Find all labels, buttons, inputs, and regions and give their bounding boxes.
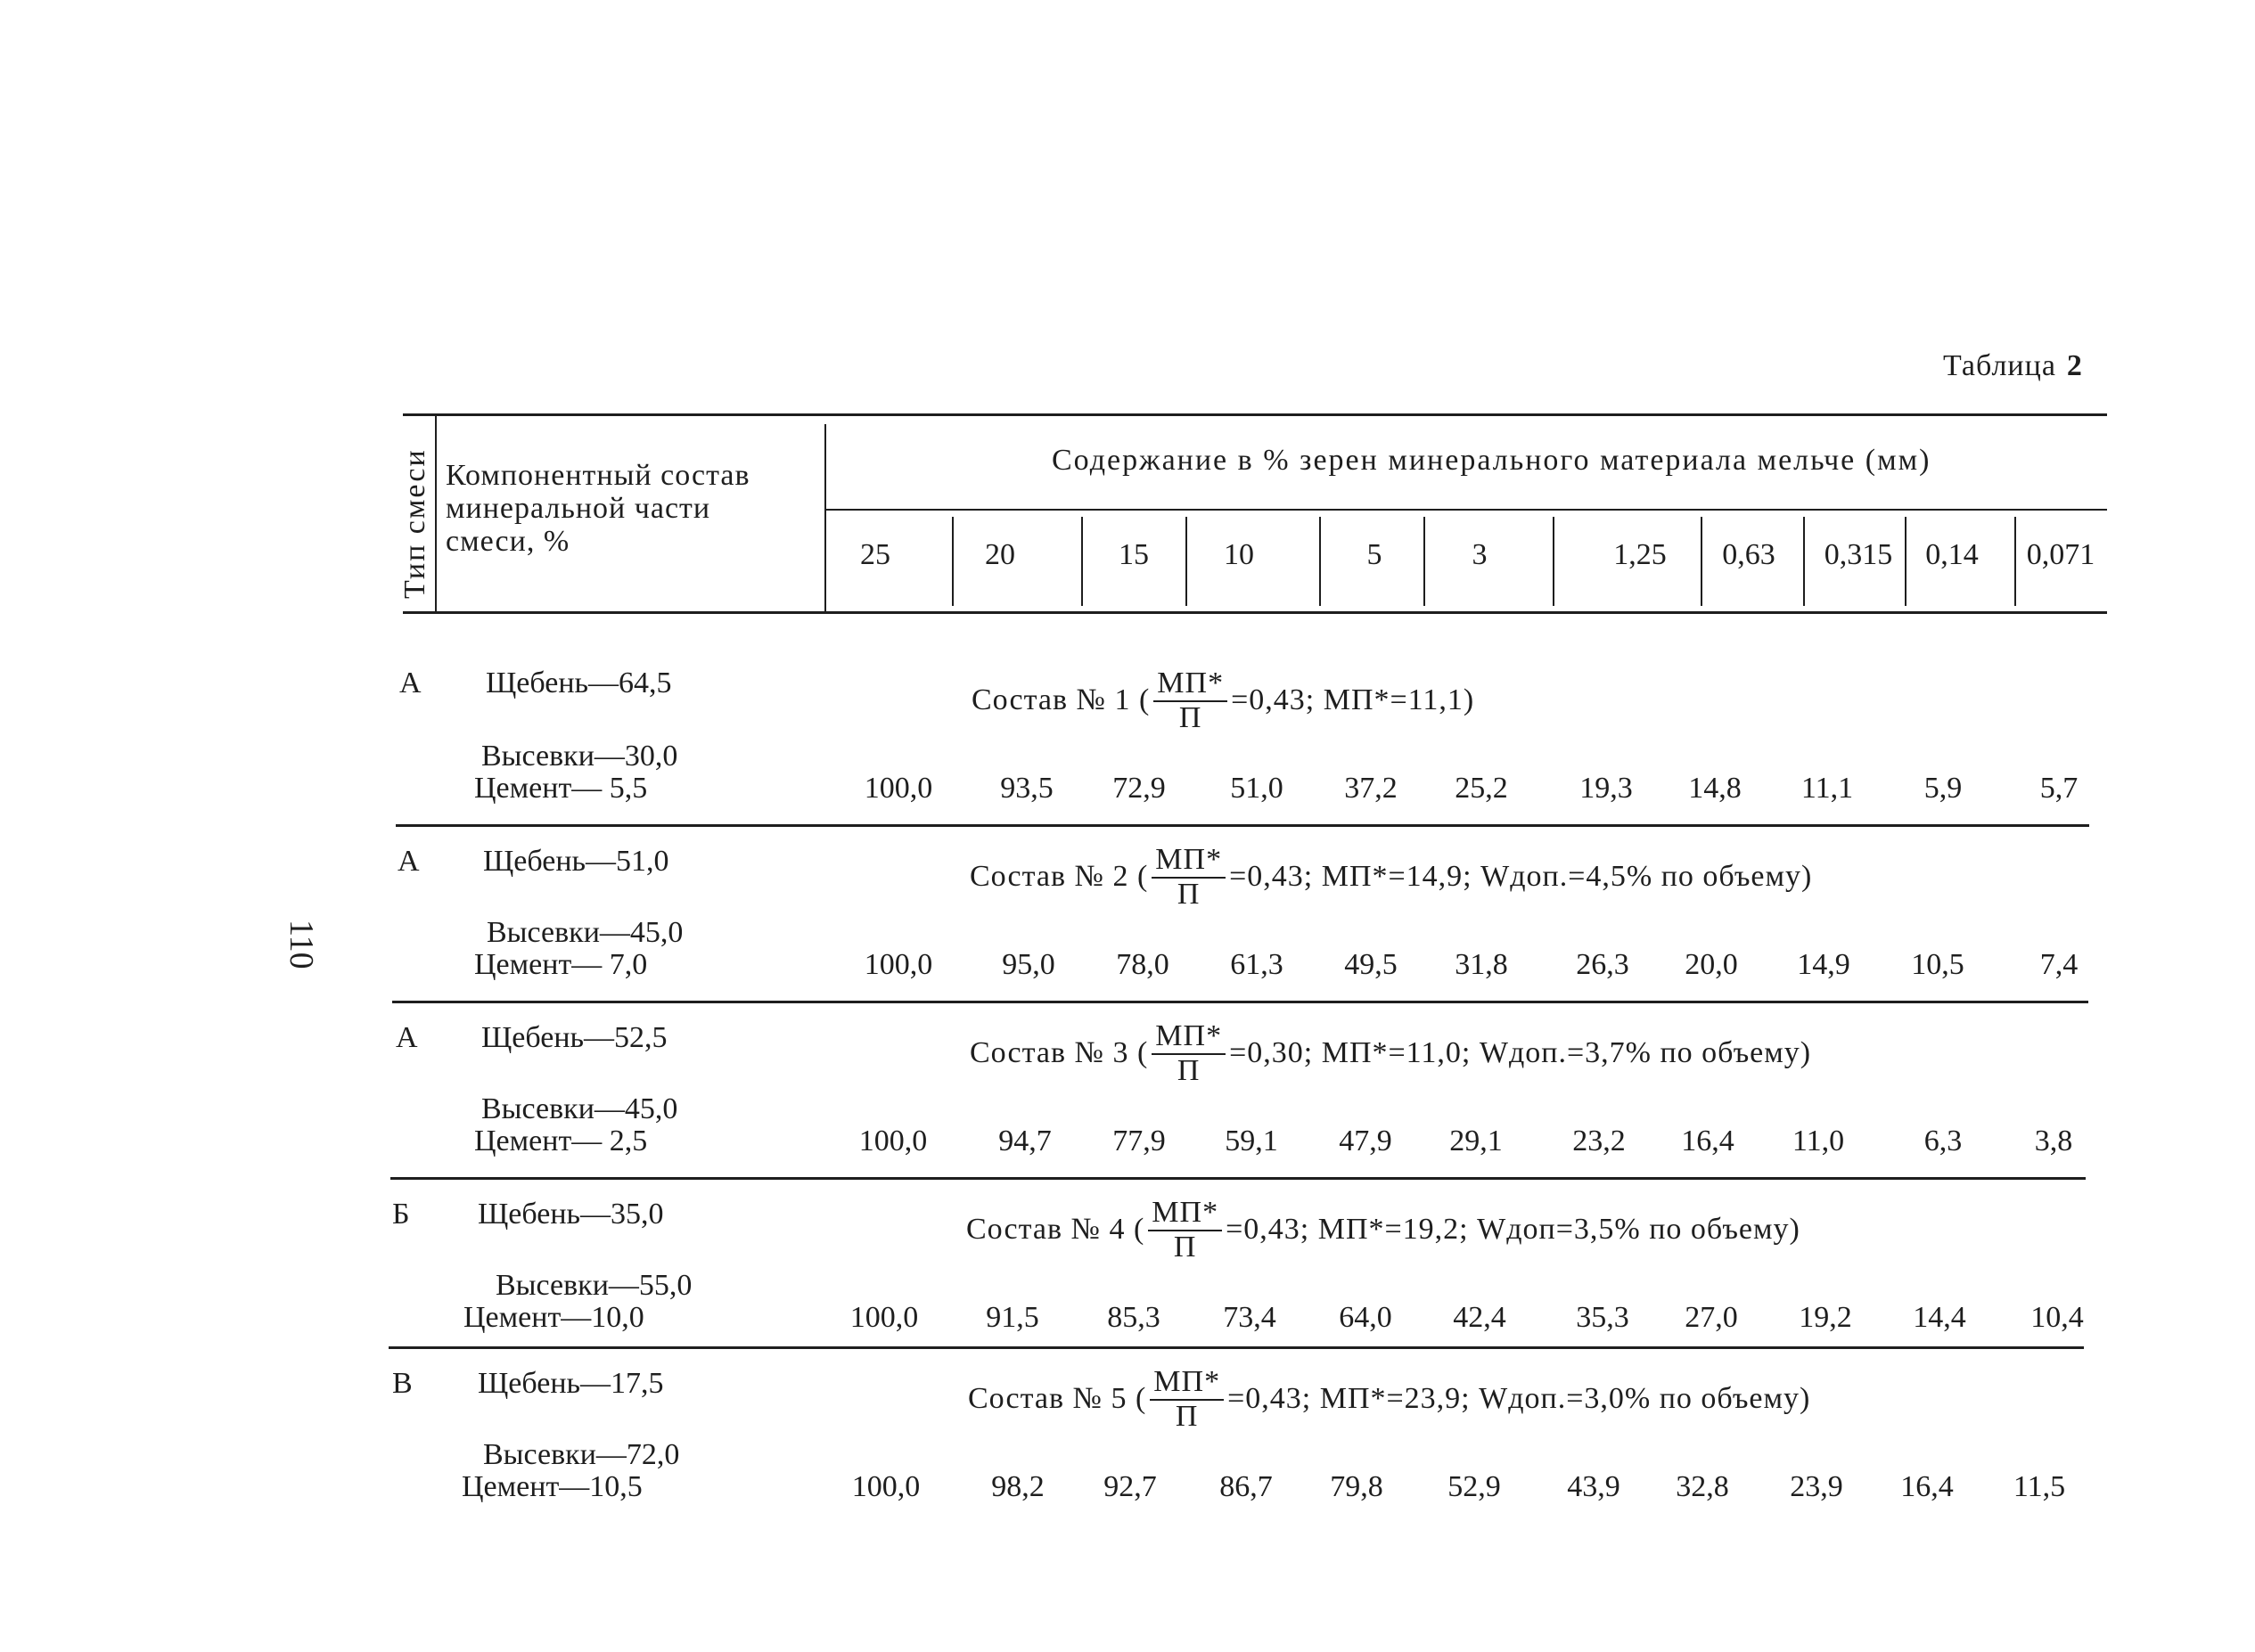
- row-mix-type: А: [399, 667, 422, 699]
- value-cell: 23,2: [1572, 1125, 1626, 1157]
- size-separator: [1081, 517, 1083, 606]
- row-cement: Цемент— 2,5: [474, 1125, 648, 1157]
- formula-denominator: П: [1177, 878, 1201, 911]
- value-cell: 100,0: [864, 948, 933, 981]
- value-cell: 42,4: [1453, 1301, 1506, 1334]
- formula-fraction: [1148, 1196, 1222, 1264]
- value-cell: 10,5: [1911, 948, 1964, 981]
- row-screenings: Высевки—45,0: [487, 916, 684, 949]
- header-mid-rule: [824, 509, 2107, 511]
- value-cell: 29,1: [1449, 1125, 1503, 1157]
- size-header: 25: [860, 538, 890, 571]
- row-cement: Цемент— 5,5: [474, 772, 648, 805]
- size-separator: [1319, 517, 1321, 606]
- header-separator: [824, 424, 826, 611]
- table-caption: [1943, 349, 2083, 383]
- size-separator: [1553, 517, 1554, 606]
- value-cell: 92,7: [1103, 1470, 1157, 1503]
- row-rubble: Щебень—51,0: [483, 845, 669, 878]
- size-header: 0,315: [1824, 538, 1893, 571]
- header-composition-line: Компонентный состав: [446, 459, 750, 492]
- value-cell: 32,8: [1676, 1470, 1729, 1503]
- value-cell: 11,1: [1800, 772, 1854, 805]
- formula-prefix: Состав № 5 (: [968, 1382, 1147, 1415]
- row-rubble: Щебень—52,5: [481, 1021, 668, 1054]
- header-composition-line: смеси, %: [446, 525, 570, 558]
- formula-fraction: [1153, 667, 1227, 734]
- value-cell: 14,4: [1913, 1301, 1966, 1334]
- value-cell: 100,0: [864, 772, 933, 805]
- size-header: 0,14: [1925, 538, 1979, 571]
- size-header: 10: [1224, 538, 1254, 571]
- value-cell: 72,9: [1112, 772, 1166, 805]
- formula-prefix: Состав № 2 (: [970, 860, 1149, 893]
- size-separator: [1701, 517, 1702, 606]
- value-cell: 31,8: [1455, 948, 1508, 981]
- value-cell: 19,2: [1799, 1301, 1852, 1334]
- formula-numerator: МП*: [1152, 843, 1226, 879]
- value-cell: 59,1: [1225, 1125, 1278, 1157]
- row-screenings: Высевки—72,0: [483, 1438, 680, 1471]
- formula-fraction: [1150, 1365, 1224, 1433]
- value-cell: 37,2: [1344, 772, 1398, 805]
- formula-denominator: П: [1177, 1054, 1201, 1087]
- row-rule: [396, 824, 2089, 827]
- size-separator: [1185, 517, 1187, 606]
- value-cell: 78,0: [1116, 948, 1169, 981]
- header-bottom-rule: [403, 611, 2107, 614]
- row-mix-type: Б: [392, 1198, 410, 1231]
- value-cell: 100,0: [858, 1125, 928, 1157]
- size-separator: [1803, 517, 1805, 606]
- value-cell: 26,3: [1576, 948, 1629, 981]
- value-cell: 25,2: [1455, 772, 1508, 805]
- size-header: 1,25: [1613, 538, 1667, 571]
- value-cell: 100,0: [849, 1301, 919, 1334]
- row-formula: [970, 843, 1812, 911]
- value-cell: 23,9: [1790, 1470, 1843, 1503]
- value-cell: 3,8: [2034, 1125, 2073, 1157]
- row-rule: [389, 1346, 2084, 1349]
- row-rubble: Щебень—17,5: [478, 1367, 664, 1400]
- row-cement: Цемент—10,0: [463, 1301, 644, 1334]
- formula-fraction: [1152, 843, 1226, 911]
- header-composition: [446, 459, 750, 558]
- value-cell: 73,4: [1223, 1301, 1276, 1334]
- size-separator: [952, 517, 954, 606]
- formula-rest: =0,30; МП*=11,0; Wдоп.=3,7% по объему): [1229, 1036, 1812, 1069]
- value-cell: 27,0: [1685, 1301, 1738, 1334]
- value-cell: 61,3: [1230, 948, 1283, 981]
- value-cell: 100,0: [851, 1470, 921, 1503]
- header-composition-line: минеральной части: [446, 492, 711, 525]
- formula-denominator: П: [1175, 1400, 1199, 1433]
- formula-prefix: Состав № 1 (: [972, 683, 1151, 716]
- row-formula: [966, 1196, 1800, 1264]
- formula-prefix: Состав № 3 (: [970, 1036, 1149, 1069]
- formula-numerator: МП*: [1150, 1365, 1224, 1401]
- formula-numerator: МП*: [1148, 1196, 1222, 1231]
- row-screenings: Высевки—30,0: [481, 740, 678, 773]
- header-top-rule: [403, 413, 2107, 416]
- value-cell: 52,9: [1447, 1470, 1501, 1503]
- value-cell: 47,9: [1339, 1125, 1392, 1157]
- value-cell: 20,0: [1685, 948, 1738, 981]
- value-cell: 14,9: [1797, 948, 1850, 981]
- value-cell: 79,8: [1330, 1470, 1383, 1503]
- value-cell: 35,3: [1576, 1301, 1629, 1334]
- size-separator: [1423, 517, 1425, 606]
- row-rule: [392, 1001, 2088, 1003]
- table-caption-label: Таблица: [1943, 349, 2056, 382]
- size-header: 3: [1472, 538, 1488, 571]
- row-mix-type: А: [398, 845, 420, 878]
- formula-denominator: П: [1173, 1231, 1197, 1264]
- formula-numerator: МП*: [1152, 1019, 1226, 1055]
- value-cell: 85,3: [1107, 1301, 1160, 1334]
- row-screenings: Высевки—45,0: [481, 1092, 678, 1125]
- row-cement: Цемент—10,5: [462, 1470, 643, 1503]
- formula-fraction: [1152, 1019, 1226, 1087]
- value-cell: 49,5: [1344, 948, 1398, 981]
- formula-rest: =0,43; МП*=23,9; Wдоп.=3,0% по объему): [1227, 1382, 1811, 1415]
- row-screenings: Высевки—55,0: [496, 1269, 693, 1302]
- value-cell: 51,0: [1230, 772, 1283, 805]
- header-content: Содержание в % зерен минерального материала мельче (мм): [1052, 444, 1931, 477]
- page-number: 110: [283, 920, 320, 969]
- formula-prefix: Состав № 4 (: [966, 1213, 1145, 1246]
- value-cell: 5,7: [2039, 772, 2079, 805]
- row-rubble: Щебень—64,5: [486, 667, 672, 699]
- value-cell: 14,8: [1688, 772, 1742, 805]
- value-cell: 95,0: [1002, 948, 1055, 981]
- formula-rest: =0,43; МП*=11,1): [1231, 683, 1475, 716]
- row-formula: [968, 1365, 1810, 1433]
- formula-rest: =0,43; МП*=14,9; Wдоп.=4,5% по объему): [1229, 860, 1813, 893]
- value-cell: 7,4: [2039, 948, 2079, 981]
- value-cell: 11,5: [2013, 1470, 2066, 1503]
- header-mix-type: Тип смеси: [398, 448, 431, 599]
- value-cell: 94,7: [998, 1125, 1052, 1157]
- row-mix-type: В: [392, 1367, 413, 1400]
- value-cell: 86,7: [1219, 1470, 1273, 1503]
- value-cell: 91,5: [986, 1301, 1039, 1334]
- table-caption-number: 2: [2066, 349, 2083, 382]
- value-cell: 64,0: [1339, 1301, 1392, 1334]
- value-cell: 16,4: [1900, 1470, 1954, 1503]
- value-cell: 16,4: [1681, 1125, 1734, 1157]
- row-formula: [972, 667, 1474, 734]
- size-header: 5: [1366, 538, 1382, 571]
- formula-rest: =0,43; МП*=19,2; Wдоп=3,5% по объему): [1226, 1213, 1800, 1246]
- value-cell: 77,9: [1112, 1125, 1166, 1157]
- value-cell: 10,4: [2030, 1301, 2084, 1334]
- value-cell: 5,9: [1923, 772, 1963, 805]
- header-separator: [435, 415, 437, 611]
- formula-numerator: МП*: [1153, 667, 1227, 702]
- value-cell: 11,0: [1792, 1125, 1845, 1157]
- size-header: 0,071: [2026, 538, 2095, 571]
- size-header: 0,63: [1722, 538, 1775, 571]
- value-cell: 6,3: [1923, 1125, 1963, 1157]
- row-cement: Цемент— 7,0: [474, 948, 648, 981]
- value-cell: 43,9: [1567, 1470, 1620, 1503]
- row-mix-type: А: [396, 1021, 418, 1054]
- row-rule: [390, 1177, 2086, 1180]
- value-cell: 98,2: [991, 1470, 1045, 1503]
- size-header: 20: [985, 538, 1015, 571]
- row-formula: [970, 1019, 1811, 1087]
- value-cell: 93,5: [1000, 772, 1054, 805]
- row-rubble: Щебень—35,0: [478, 1198, 664, 1231]
- size-header: 15: [1119, 538, 1149, 571]
- formula-denominator: П: [1178, 701, 1202, 734]
- value-cell: 19,3: [1579, 772, 1633, 805]
